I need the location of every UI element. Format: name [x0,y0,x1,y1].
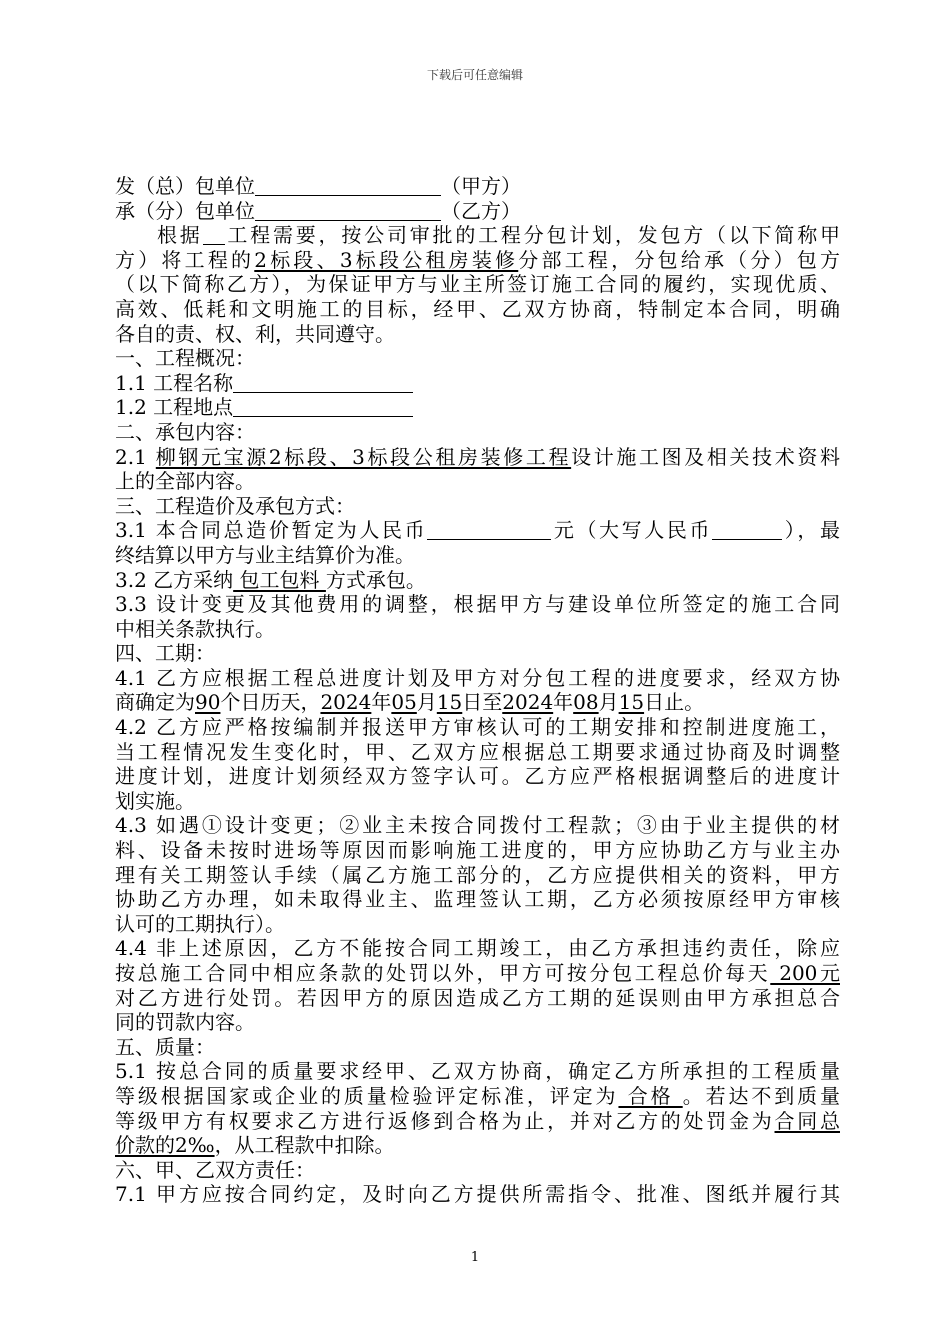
project-location-line: 1.2 工程地点 [115,395,840,420]
paragraph-line: （以下简称乙方），为保证甲方与业主所签订施工合同的履约，实现优质、 [115,272,840,297]
section-heading: 三、工程造价及承包方式： [115,493,355,518]
paragraph-line: 根据 工程需要，按公司审批的工程分包计划，发包方（以下简称甲 [157,223,840,248]
price-line: 3.1 本合同总造价暂定为人民币 元（大写人民币 ），最 [115,518,840,543]
paragraph-line: 4.4 非上述原因，乙方不能按合同工期竣工，由乙方承担违约责任，除应 [115,936,840,961]
project-name-blank[interactable] [233,373,413,393]
contract-body [115,174,840,1207]
paragraph-line: 4.2 乙方应严格按编制并报送甲方审核认可的工期安排和控制进度施工， [115,715,840,740]
paragraph-line: 等级根据国家或企业的质量检验评定标准，评定为 合格 。若达不到质量 [115,1083,840,1108]
party-a-blank[interactable] [255,176,441,196]
paragraph-line: 料、设备未按时进场等原因而影响施工进度的，甲方应协助乙方与业主办 [115,838,840,863]
section-heading: 五、质量： [115,1034,215,1059]
price-uppercase-blank[interactable] [712,520,782,540]
project-blank[interactable] [203,225,225,245]
project-name-line: 1.1 工程名称 [115,371,840,396]
paragraph-line: 7.1 甲方应按合同约定，及时向乙方提供所需指令、批准、图纸并履行其 [115,1182,840,1207]
party-b-line: 承（分）包单位 （乙方） [115,198,521,223]
party-b-blank[interactable] [255,201,441,221]
paragraph-line: 按总施工合同中相应条款的处罚以外，甲方可按分包工程总价每天 200元 [115,961,840,985]
paragraph-line: 4.1 乙方应根据工程总进度计划及甲方对分包工程的进度要求，经双方协 [115,665,840,690]
paragraph-line: 高效、低耗和文明施工的目标，经甲、乙双方协商，特制定本合同，明确 [115,296,840,321]
page-number: 1 [470,1250,480,1265]
paragraph-line: 等级甲方有权要求乙方进行返修到合格为止，并对乙方的处罚金为合同总 [115,1108,840,1133]
section-heading: 六、甲、乙双方责任： [115,1157,315,1182]
paragraph-line: 3.2 乙方采纳 包工包料 方式承包。 [115,567,426,592]
project-location-blank[interactable] [233,397,413,417]
paragraph-line: 当工程情况发生变化时，甲、乙双方应根据总工期要求通过协商及时调整 [115,739,840,764]
paragraph-line: 理有关工期签认手续（属乙方施工部分的，乙方应提供相关的资料，甲方 [115,862,840,887]
party-a-line: 发（总）包单位 （甲方） [115,174,521,198]
paragraph-line: 3.3 设计变更及其他费用的调整，根据甲方与建设单位所签定的施工合同 [115,592,840,617]
paragraph-line: 价款的2‰，从工程款中扣除。 [115,1133,395,1158]
paragraph-line: 上的全部内容。 [115,469,255,494]
paragraph-line: 协助乙方办理，如未取得业主、监理签认工期，乙方必须按原经甲方审核 [115,887,840,912]
paragraph-line: 进度计划，进度计划须经双方签字认可。乙方应严格根据调整后的进度计 [115,764,840,789]
page-header: 下载后可任意编辑 [426,68,523,82]
paragraph-line: 方）将工程的2标段、3标段公租房装修分部工程，分包给承（分）包方 [115,247,840,272]
paragraph-line: 同的罚款内容。 [115,1010,255,1035]
paragraph-line: 5.1 按总合同的质量要求经甲、乙双方协商，确定乙方所承担的工程质量 [115,1059,840,1084]
paragraph-line: 中相关条款执行。 [115,616,275,641]
paragraph-line: 对乙方进行处罚。若因甲方的原因造成乙方工期的延误则由甲方承担总合 [115,985,840,1010]
schedule-line: 商确定为90个日历天，2024年05月15日至2024年08月15日止。 [115,690,705,715]
paragraph-line: 认可的工期执行）。 [115,911,285,936]
section-heading: 四、工期： [115,641,215,666]
paragraph-line: 终结算以甲方与业主结算价为准。 [115,542,415,567]
paragraph-line: 各自的责、权、利，共同遵守。 [115,321,395,346]
section-heading: 二、承包内容： [115,419,255,444]
paragraph-line: 4.3 如遇①设计变更；②业主未按合同拨付工程款；③由于业主提供的材 [115,813,840,838]
section-heading: 一、工程概况： [115,346,255,371]
price-amount-blank[interactable] [427,520,551,540]
paragraph-line: 2.1 柳钢元宝源2标段、3标段公租房装修工程设计施工图及相关技术资料 [115,444,840,469]
paragraph-line: 划实施。 [115,788,195,813]
